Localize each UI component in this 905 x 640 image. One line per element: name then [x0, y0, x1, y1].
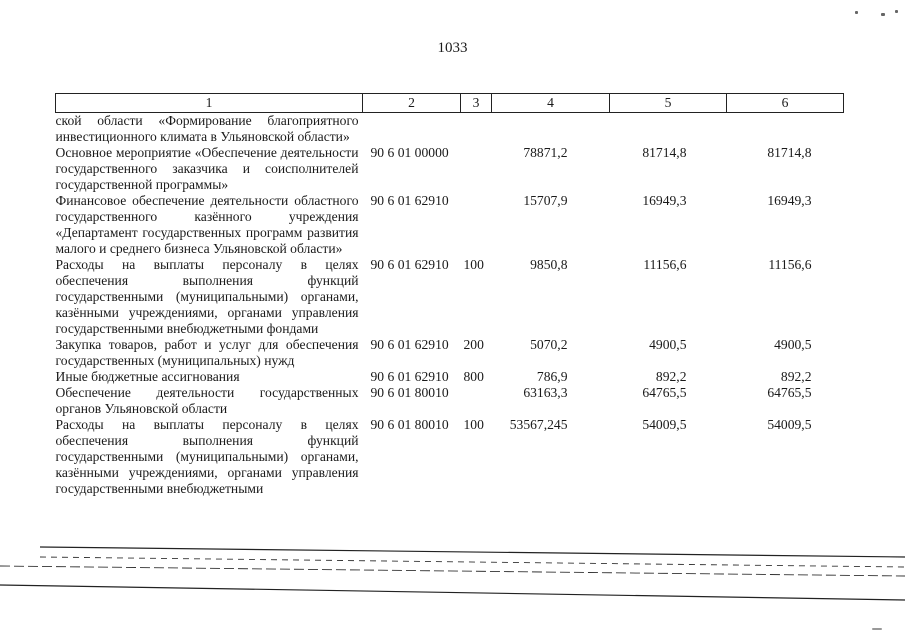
row-value-col5	[610, 113, 727, 146]
table-row	[56, 385, 844, 417]
row-value-col5: 11156,6	[643, 257, 687, 272]
row-code: 90 6 01 62910	[370, 257, 449, 272]
row-expense-type	[461, 385, 492, 417]
table-row	[56, 193, 844, 257]
row-value-col4: 9850,8	[530, 257, 568, 272]
row-name: Расходы на выплаты персоналу в целях обеспечения выполнения функций государственными (муниципальными) органами, казёнными учреждениями, органами управления государственными внебюджетными фондами	[55, 257, 359, 336]
row-expense-type	[461, 193, 492, 257]
table-row	[56, 417, 844, 497]
row-name: Основное мероприятие «Обеспечение деятельности государственного заказчика и соисполнителей государственной программы»	[55, 145, 359, 192]
table-header-row	[56, 94, 844, 113]
row-code: 90 6 01 00000	[370, 145, 449, 160]
row-expense-type	[461, 145, 492, 193]
row-expense-type	[461, 113, 492, 146]
table-row	[56, 337, 844, 369]
column-header-1: 1	[56, 94, 363, 113]
row-value-col5: 64765,5	[642, 385, 687, 400]
row-value-col4: 15707,9	[523, 193, 568, 208]
row-value-col4: 63163,3	[523, 385, 568, 400]
row-code: 90 6 01 62910	[370, 193, 449, 208]
row-value-col4: 5070,2	[530, 337, 568, 352]
table-row	[56, 369, 844, 385]
row-value-col6	[727, 113, 844, 146]
row-name: Закупка товаров, работ и услуг для обеспечения государственных (муниципальных) нужд	[55, 337, 359, 368]
column-header-4: 4	[492, 94, 610, 113]
scan-speck	[881, 13, 885, 16]
row-value-col4: 786,9	[536, 369, 568, 384]
row-value-col5: 16949,3	[642, 193, 687, 208]
page-number: 1033	[437, 40, 468, 56]
column-header-5: 5	[610, 94, 727, 113]
row-name: Иные бюджетные ассигнования	[55, 369, 240, 384]
row-expense-type: 200	[463, 337, 484, 352]
row-value-col4: 78871,2	[523, 145, 568, 160]
scan-speck	[895, 10, 898, 13]
table-row	[56, 257, 844, 337]
table-row	[56, 145, 844, 193]
row-value-col6: 11156,6	[768, 257, 812, 272]
row-code: 90 6 01 62910	[370, 369, 449, 384]
row-value-col5: 81714,8	[642, 145, 687, 160]
row-code: 90 6 01 80010	[370, 417, 449, 432]
row-value-col6: 892,2	[780, 369, 812, 384]
row-code	[363, 113, 461, 146]
row-expense-type: 100	[463, 257, 484, 272]
row-name: Финансовое обеспечение деятельности областного государственного казённого учреждения «Департамент государственных программ развития малого и среднего бизнеса Ульяновской области»	[55, 193, 359, 256]
row-value-col6: 54009,5	[767, 417, 812, 432]
row-value-col6: 4900,5	[774, 337, 812, 352]
row-value-col6: 16949,3	[767, 193, 812, 208]
row-code: 90 6 01 80010	[370, 385, 449, 400]
row-expense-type: 800	[463, 369, 484, 384]
column-header-6: 6	[727, 94, 844, 113]
row-name: Обеспечение деятельности государственных органов Ульяновской области	[55, 385, 359, 416]
row-value-col4: 53567,245	[509, 417, 568, 432]
row-value-col4	[492, 113, 610, 146]
row-code: 90 6 01 62910	[370, 337, 449, 352]
scan-speck	[855, 11, 858, 14]
row-value-col6: 81714,8	[767, 145, 812, 160]
column-header-3: 3	[461, 94, 492, 113]
row-expense-type: 100	[463, 417, 484, 432]
column-header-2: 2	[363, 94, 461, 113]
row-value-col5: 54009,5	[642, 417, 687, 432]
row-value-col5: 892,2	[655, 369, 687, 384]
row-name: Расходы на выплаты персоналу в целях обеспечения выполнения функций государственными (муниципальными) органами, казёнными учреждениями, органами управления государственными внебюджетными	[55, 417, 359, 496]
budget-table	[55, 93, 844, 497]
table-row	[56, 113, 844, 146]
row-name: ской области «Формирование благоприятного инвестиционного климата в Ульяновской области»	[55, 113, 359, 144]
row-value-col5: 4900,5	[649, 337, 687, 352]
row-value-col6: 64765,5	[767, 385, 812, 400]
scan-speck	[872, 628, 882, 630]
